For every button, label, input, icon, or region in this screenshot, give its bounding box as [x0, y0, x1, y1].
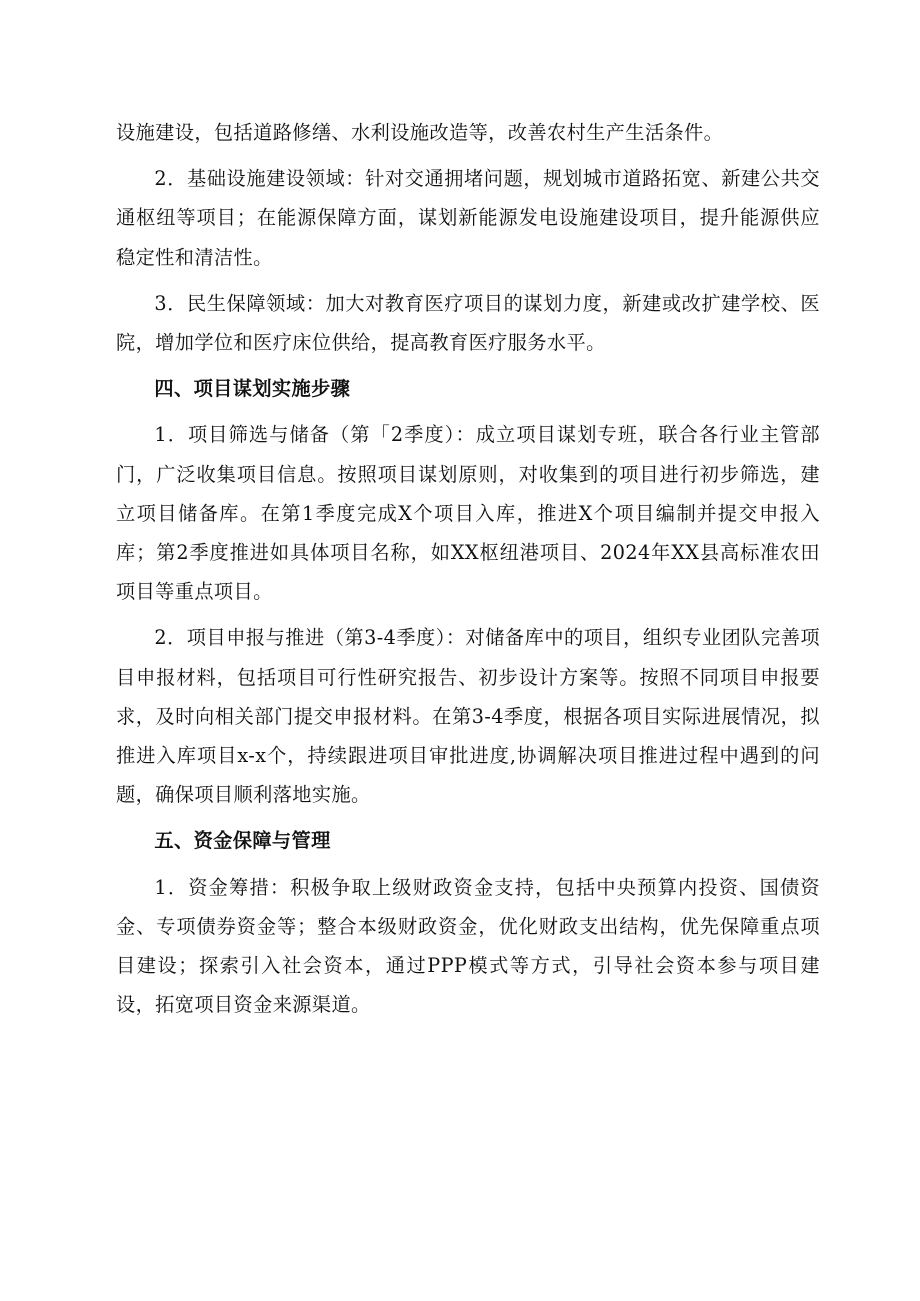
paragraph-fund-raising: 1．资金筹措：积极争取上级财政资金支持，包括中央预算内投资、国债资金、专项债券资金等；整合本级财政资金，优化财政支出结构，优先保障重点项目建设；探索引入社会资本，通过PPP模式等方式，引导社会资本参与项目建设，拓宽项目资金来源渠道。: [116, 875, 820, 1017]
paragraph-livelihood-field: 3．民生保障领域：加大对教育医疗项目的谋划力度，新建或改扩建学校、医院，增加学位和医疗床位供给，提高教育医疗服务水平。: [116, 291, 820, 355]
paragraph-project-screening: 1．项目筛选与储备（第「2季度）：成立项目谋划专班，联合各行业主管部门，广泛收集项目信息。按照项目谋划原则，对收集到的项目进行初步筛选，建立项目储备库。在第1季度完成X个项目入库，推进X个项目编制并提交申报入库；第2季度推进如具体项目名称，如XX枢纽港项目、2024年XX县高标准农田项目等重点项目。: [116, 423, 820, 604]
section-heading-funding: 五、资金保障与管理: [154, 829, 331, 853]
document-body: [116, 113, 820, 1024]
paragraph-rural-infrastructure-continued: 设施建设，包括道路修缮、水利设施改造等，改善农村生产生活条件。: [116, 121, 724, 144]
section-heading-implementation-steps: 四、项目谋划实施步骤: [154, 377, 351, 401]
paragraph-project-declaration: 2．项目申报与推进（第3-4季度）：对储备库中的项目，组织专业团队完善项目申报材料，包括项目可行性研究报告、初步设计方案等。按照不同项目申报要求，及时向相关部门提交申报材料。在第3-4季度，根据各项目实际进展情况，拟推进入库项目x-x个，持续跟进项目审批进度,协调解决项目推进过程中遇到的问题，确保项目顺利落地实施。: [116, 626, 820, 807]
paragraph-infrastructure-field: 2．基础设施建设领域：针对交通拥堵问题，规划城市道路拓宽、新建公共交通枢纽等项目；在能源保障方面，谋划新能源发电设施建设项目，提升能源供应稳定性和清洁性。: [116, 167, 820, 269]
